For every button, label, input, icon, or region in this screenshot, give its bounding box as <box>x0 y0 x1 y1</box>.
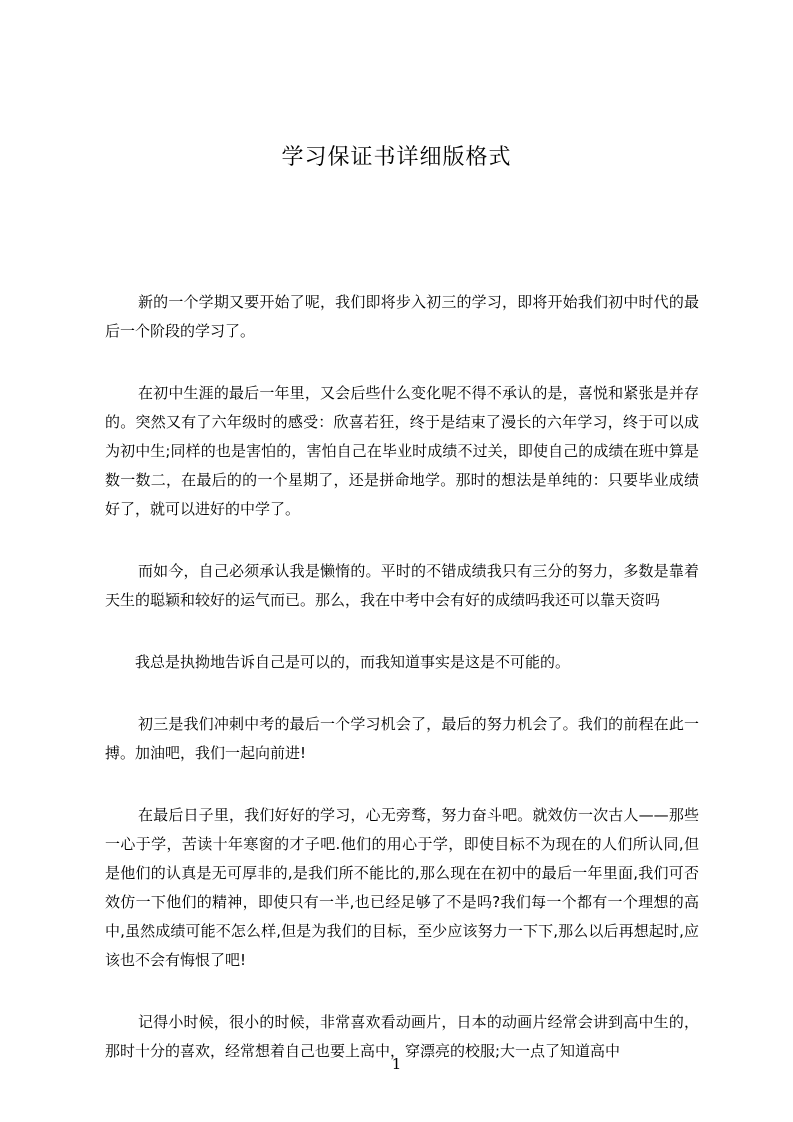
paragraph: 初三是我们冲刺中考的最后一个学习机会了，最后的努力机会了。我们的前程在此一搏。加油吧，我们一起向前进! <box>105 715 699 762</box>
paragraph: 我总是执拗地告诉自己是可以的，而我知道事实是这是不可能的。 <box>135 653 571 671</box>
page-number: 1 <box>391 1055 402 1073</box>
paragraph: 而如今，自己必须承认我是懒惰的。平时的不错成绩我只有三分的努力，多数是靠着天生的聪颖和较好的运气而已。那么，我在中考中会有好的成绩吗我还可以靠天资吗 <box>105 562 699 609</box>
paragraph: 在最后日子里，我们好好的学习，心无旁骛，努力奋斗吧。就效仿一次古人——那些一心于学，苦读十年寒窗的才子吧.他们的用心于学，即使目标不为现在的人们所认同,但是他们的认真是无可厚非的,是我们所不能比的,那么现在在初中的最后一年里面,我们可否效仿一下他们的精神，即使只有一半,也已经足够了不是吗?我们每一个都有一个理想的高中,虽然成绩可能不怎么样,但是为我们的目标，至少应该努力一下下,那么以后再想起时,应该也不会有悔恨了吧! <box>105 806 699 969</box>
paragraph: 记得小时候，很小的时候，非常喜欢看动画片，日本的动画片经常会讲到高中生的，那时十分的喜欢，经常想着自己也要上高中，穿漂亮的校服;大一点了知道高中 <box>105 1013 699 1060</box>
document-title: 学习保证书详细版格式 <box>281 145 512 170</box>
paragraph: 在初中生涯的最后一年里，又会后些什么变化呢不得不承认的是，喜悦和紧张是并存的。突然又有了六年级时的感受：欣喜若狂，终于是结束了漫长的六年学习，终于可以成为初中生;同样的也是害怕的，害怕自己在毕业时成绩不过关，即使自己的成绩在班中算是数一数二，在最后的的一个星期了，还是拼命地学。那时的想法是单纯的：只要毕业成绩好了，就可以进好的中学了。 <box>105 384 699 518</box>
paragraph: 新的一个学期又要开始了呢，我们即将步入初三的学习，即将开始我们初中时代的最后一个阶段的学习了。 <box>105 293 699 340</box>
document-body <box>105 288 699 1099</box>
